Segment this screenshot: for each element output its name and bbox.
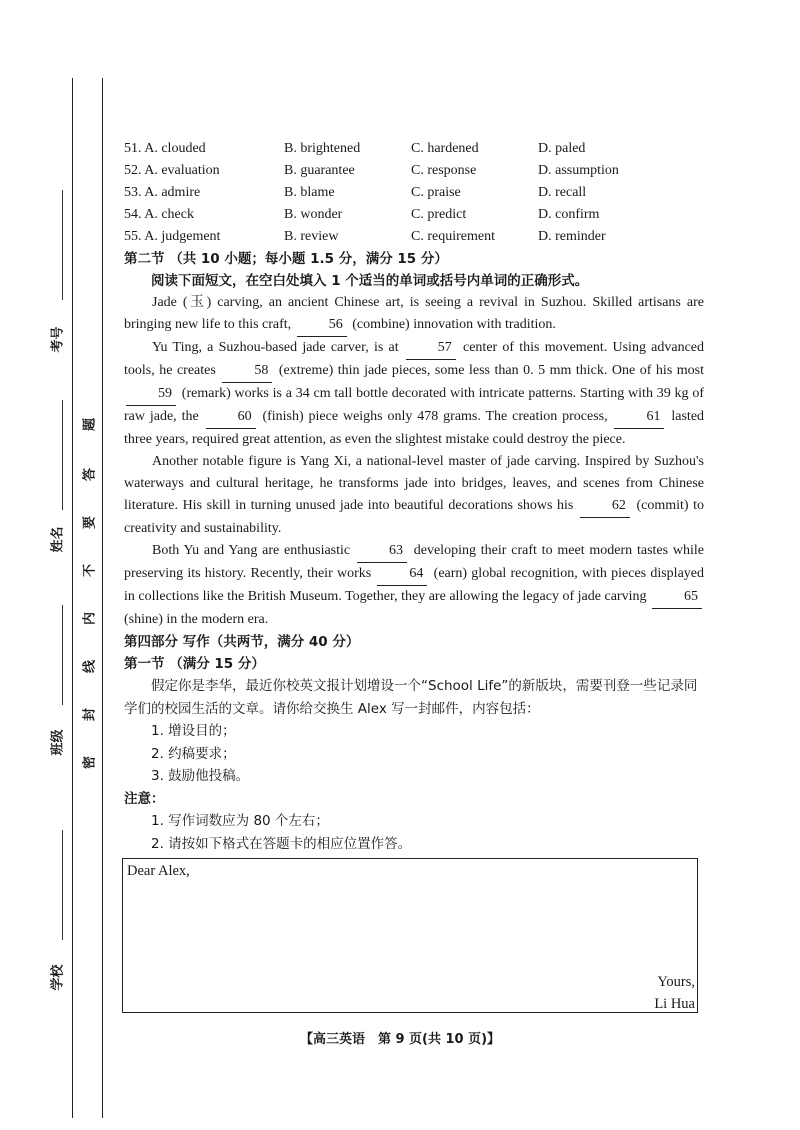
passage-paragraph-3	[124, 451, 704, 540]
option-a[interactable]: 52. A. evaluation	[124, 163, 220, 178]
option-a[interactable]: 53. A. admire	[124, 185, 201, 200]
passage-text: (commit) to creativity and sustainability.	[124, 498, 705, 536]
option-row	[124, 226, 704, 248]
school-field[interactable]	[36, 830, 76, 990]
passage-text: Both Yu and Yang are enthusiastic	[152, 543, 351, 558]
blank-59[interactable]: 59	[126, 383, 176, 406]
option-d[interactable]: D. paled	[538, 141, 586, 156]
task-item: 3. 鼓励他投稿。	[151, 768, 250, 784]
binding-line-inner	[102, 78, 103, 1118]
exam-no-underline	[62, 190, 63, 300]
section2-instruction: 阅读下面短文，在空白处填入 1 个适当的单词或括号内单词的正确形式。	[151, 273, 589, 289]
task-item: 2. 约稿要求；	[151, 745, 236, 762]
option-d[interactable]: D. confirm	[538, 207, 600, 222]
blank-63[interactable]: 63	[357, 540, 407, 563]
option-a[interactable]: 54. A. check	[124, 207, 194, 222]
blank-62[interactable]: 62	[580, 495, 630, 518]
seal-char: 密	[82, 756, 98, 770]
option-c[interactable]: C. response	[411, 163, 477, 178]
passage-text: Jade (玉) carving, an ancient Chinese art, is seeing a revival in Suzhou. Skilled artisans are bringing new life to this craft,	[124, 295, 704, 332]
option-c[interactable]: C. praise	[411, 185, 461, 200]
blank-65[interactable]: 65	[652, 586, 702, 609]
option-row	[124, 204, 704, 226]
seal-char: 封	[82, 708, 98, 722]
cloze-options	[124, 138, 704, 248]
school-label: 学校	[50, 964, 66, 991]
option-b[interactable]: B. brightened	[284, 141, 361, 156]
seal-char: 答	[82, 468, 98, 482]
passage-text: developing their craft to meet modern tastes while preserving its history. Recently, their works	[124, 543, 704, 581]
section2-heading: 第二节 （共 10 小题；每小题 1.5 分，满分 15 分）	[124, 251, 448, 267]
option-d[interactable]: D. reminder	[538, 229, 606, 244]
page-footer: 【高三英语 第 9 页(共 10 页)】	[299, 1032, 501, 1047]
letter-closing: Yours,	[657, 974, 695, 990]
part4-section1-heading: 第一节 （满分 15 分）	[124, 656, 265, 672]
option-row	[124, 160, 704, 182]
school-underline	[62, 830, 63, 940]
option-a[interactable]: 55. A. judgement	[124, 229, 221, 244]
passage-text: (shine) in the modern era.	[124, 612, 269, 627]
exam-no-label: 考号	[50, 326, 66, 353]
blank-64[interactable]: 64	[377, 563, 427, 586]
passage-text: center of this movement. Using advanced tools, he creates	[124, 340, 704, 378]
letter-closing-block	[654, 971, 695, 1015]
part4-heading: 第四部分 写作（共两节，满分 40 分）	[124, 634, 360, 650]
passage-text: (extreme) thin jade pieces, some less than 0. 5 mm thick. One of his most	[278, 363, 705, 378]
option-d[interactable]: D. recall	[538, 185, 587, 200]
option-b[interactable]: B. guarantee	[284, 163, 355, 178]
option-d[interactable]: D. assumption	[538, 163, 619, 178]
name-label: 姓名	[50, 526, 66, 553]
class-label: 班级	[50, 729, 66, 756]
exam-no-field[interactable]	[36, 190, 76, 353]
writing-task: 假定你是李华，最近你校英文报计划增设一个“School Life”的新版块，需要刊登一些记录同学们的校园生活的文章。请你给交换生 Alex 写一封邮件，内容包括：	[124, 678, 698, 717]
option-row	[124, 138, 704, 160]
name-underline	[62, 400, 63, 510]
option-b[interactable]: B. wonder	[284, 207, 343, 222]
blank-57[interactable]: 57	[406, 337, 456, 360]
option-b[interactable]: B. review	[284, 229, 339, 244]
class-field[interactable]	[36, 605, 76, 765]
blank-56[interactable]: 56	[297, 314, 347, 337]
seal-char: 不	[82, 564, 98, 578]
page-content	[124, 138, 704, 855]
class-underline	[62, 605, 63, 705]
option-a[interactable]: 51. A. clouded	[124, 141, 206, 156]
option-row	[124, 182, 704, 204]
seal-char: 要	[82, 516, 98, 530]
passage-text: (finish) piece weighs only 478 grams. The creation process,	[262, 409, 608, 424]
passage-text: lasted three years, required great attention, as even the slightest mistake could destroy the piece.	[124, 409, 705, 447]
task-item: 1. 增设目的；	[151, 723, 236, 739]
note-label: 注意：	[124, 790, 165, 807]
passage-text: (remark) works is a 34 cm tall bottle decorated with intricate patterns. Starting with 39 kg of raw jade, the	[124, 386, 704, 424]
passage-paragraph-4	[124, 540, 704, 631]
seal-char: 题	[82, 418, 98, 432]
letter-salutation: Dear Alex,	[127, 863, 190, 879]
passage-text: Another notable figure is Yang Xi, a national-level master of jade carving. Inspired by Suzhou's waterways and cultural heritage, he transforms jade into bridges, leaves, and scenes from Chinese literature. His skill in turning unused jade into beautiful decorations shows his	[124, 454, 704, 513]
name-field[interactable]	[36, 400, 76, 560]
passage-text: (earn) global recognition, with pieces displayed in collections like the British Museum. Together, they are allowing the legacy of jade carving	[124, 566, 704, 604]
seal-char: 线	[82, 660, 98, 674]
passage-text: (combine) innovation with tradition.	[352, 317, 556, 332]
blank-61[interactable]: 61	[614, 406, 664, 429]
option-c[interactable]: C. requirement	[411, 229, 495, 244]
option-c[interactable]: C. hardened	[411, 141, 479, 156]
note-item: 2. 请按如下格式在答题卡的相应位置作答。	[151, 835, 412, 852]
seal-char: 内	[82, 612, 98, 626]
blank-60[interactable]: 60	[206, 406, 256, 429]
letter-signature: Li Hua	[654, 996, 695, 1012]
letter-answer-box[interactable]	[122, 858, 698, 1013]
passage-paragraph-2	[124, 337, 704, 451]
note-item: 1. 写作词数应为 80 个左右；	[151, 813, 329, 829]
blank-58[interactable]: 58	[222, 360, 272, 383]
passage-paragraph-1	[124, 292, 704, 337]
option-c[interactable]: C. predict	[411, 207, 467, 222]
option-b[interactable]: B. blame	[284, 185, 335, 200]
passage-text: Yu Ting, a Suzhou-based jade carver, is at	[152, 340, 399, 355]
